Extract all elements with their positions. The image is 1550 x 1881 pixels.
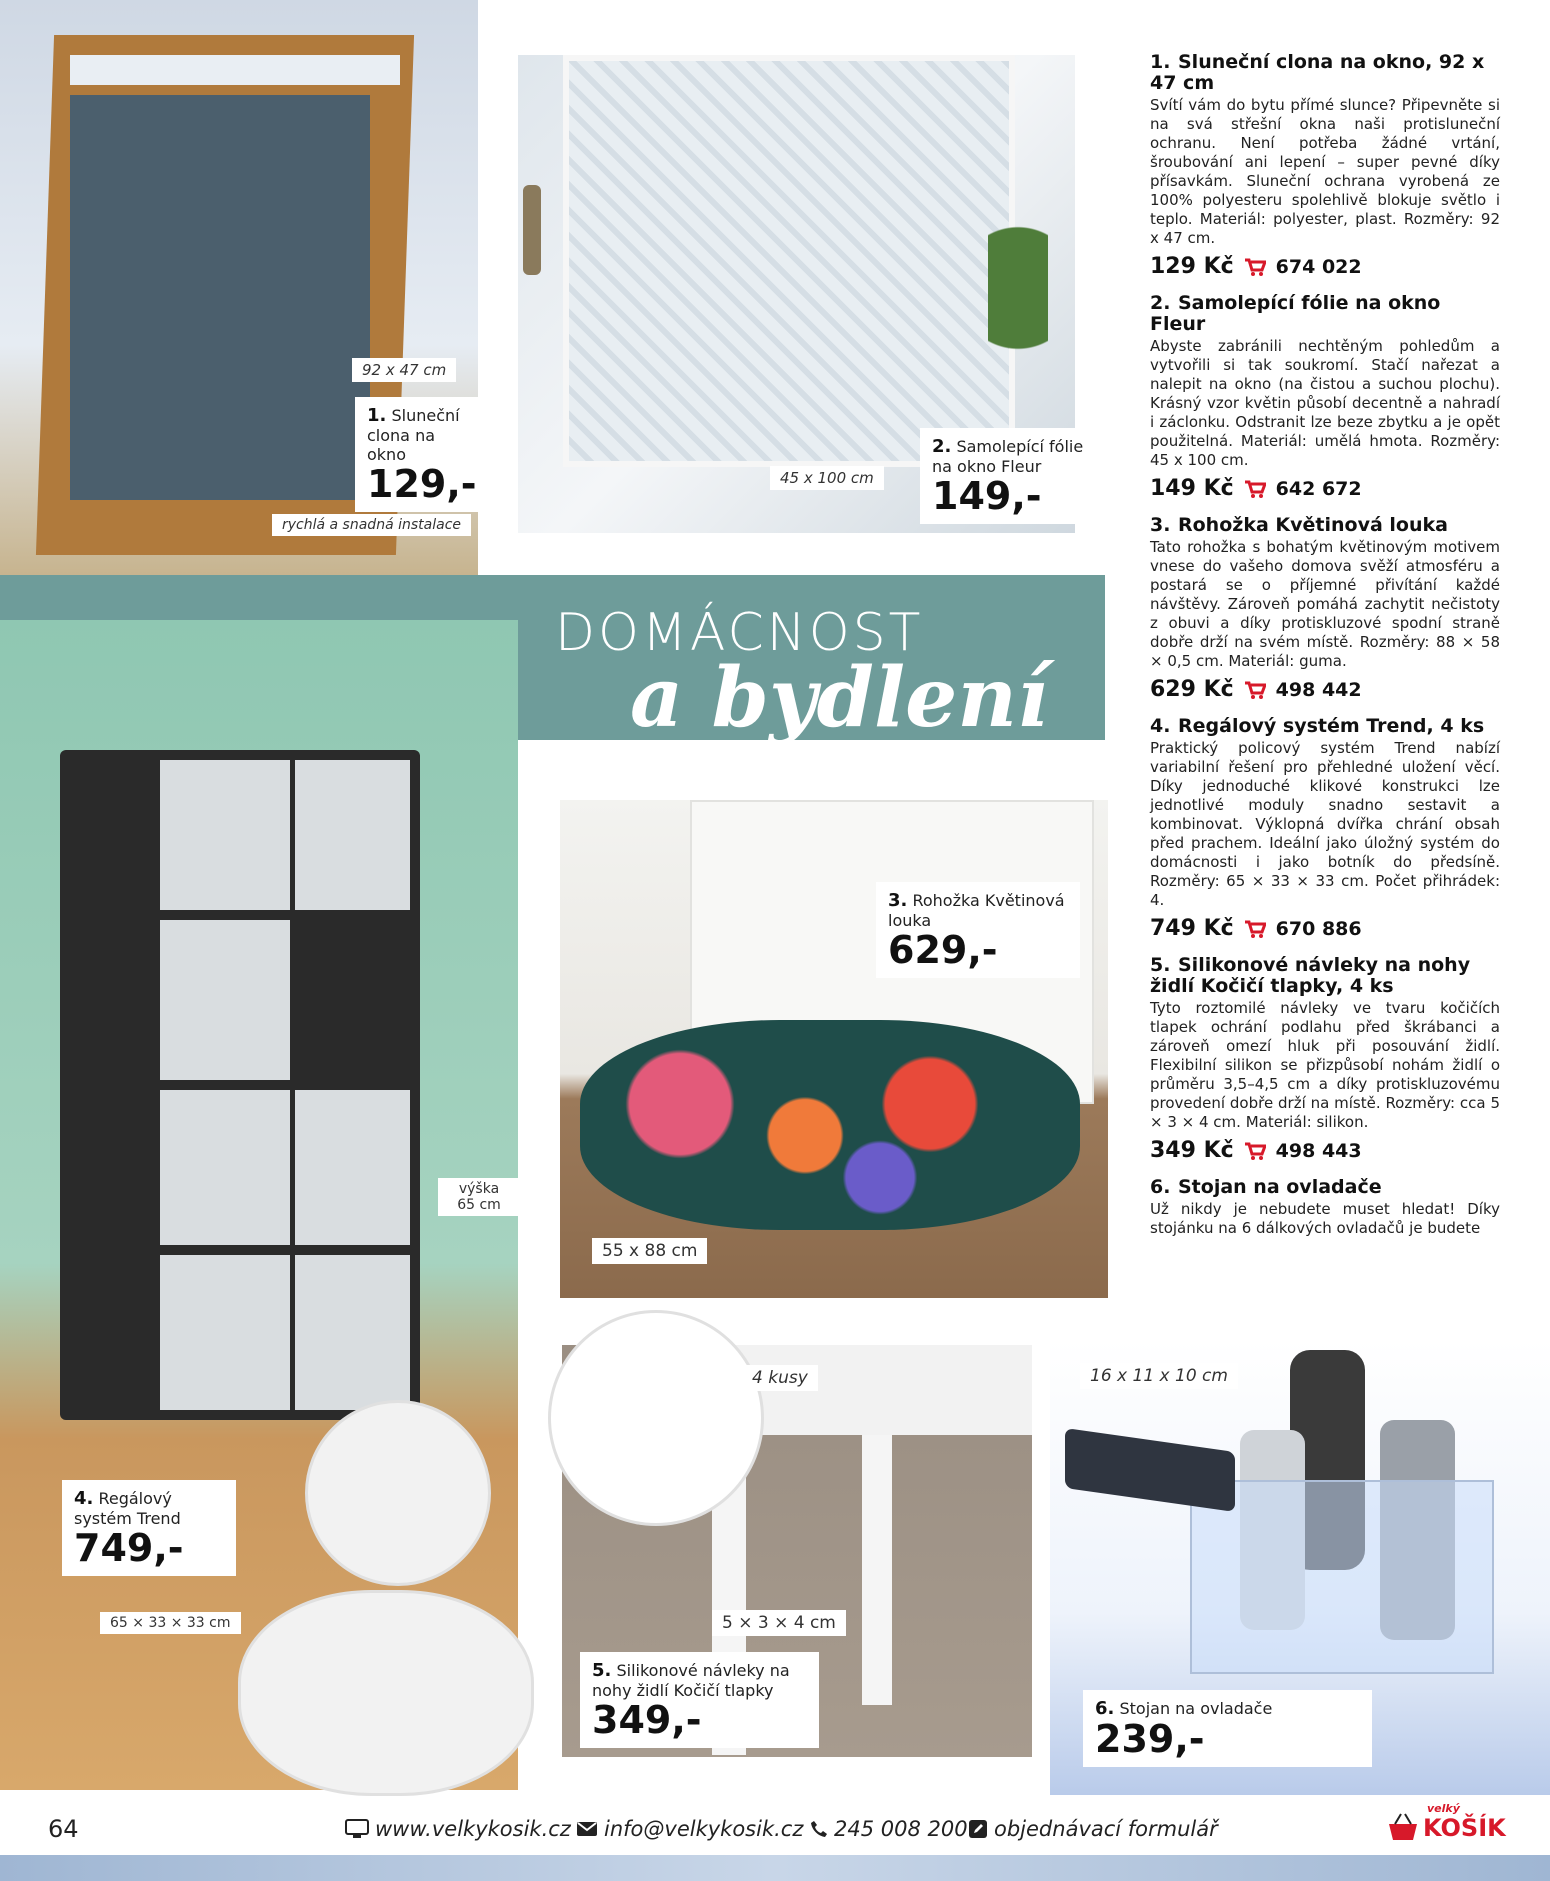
product-item xyxy=(1150,293,1500,501)
install-note: rychlá a snadná instalace xyxy=(272,514,471,536)
footer-strip xyxy=(0,1855,1550,1881)
logo-main-text: KOŠÍK xyxy=(1423,1814,1506,1842)
cart-icon xyxy=(1244,258,1266,276)
size-tag-3: 55 x 88 cm xyxy=(592,1238,707,1264)
product-code: 498 443 xyxy=(1275,1139,1362,1162)
product-code: 674 022 xyxy=(1275,255,1362,278)
product-title xyxy=(1150,1177,1500,1198)
product-description: Abyste zabránili nechtěným pohledům a vytvořili si tak soukromí. Stačí nařezat a nalepit na okno (na čistou a suchou plochu). Krásný vzor květin působí decentně a nahradí i záclonku. Odstranit lze beze zbytku a je opět použitelná. Materiál: umělá hmota. Rozměry: 45 x 100 cm. xyxy=(1150,337,1500,469)
product-title xyxy=(1150,955,1500,997)
price-card-5-num: 5. xyxy=(592,1660,612,1681)
monitor-icon xyxy=(345,1819,369,1839)
product-price-row xyxy=(1150,1138,1500,1163)
product-number: 5. xyxy=(1150,954,1171,976)
price-card-1-name: Sluneční clona na okno xyxy=(367,406,460,464)
product-price-row xyxy=(1150,916,1500,941)
stand-acrylic xyxy=(1190,1480,1494,1674)
footer-phone-text: 245 008 200 xyxy=(834,1817,968,1841)
product-number: 1. xyxy=(1150,51,1171,73)
product-price: 129 Kč xyxy=(1150,254,1234,279)
price-card-1 xyxy=(355,397,484,512)
shelf-inset-wide xyxy=(238,1590,534,1796)
price-card-2-price: 149,- xyxy=(932,474,1042,518)
price-card-6-name: Stojan na ovladače xyxy=(1119,1699,1273,1718)
product-description: Praktický policový systém Trend nabízí variabilní řešení pro přehledné uložení věcí. Díky jednoduché klikové konstrukci lze jednotlivé moduly snadno sestavit a kombinovat. Výklopná dvířka chrání obsah před prachem. Ideální jako úložný systém do domácnosti i jako botník do předsíně. Rozměry: 65 × 33 × 33 cm. Počet přihrádek: 4. xyxy=(1150,739,1500,909)
product-title xyxy=(1150,293,1500,335)
price-card-1-price: 129,- xyxy=(367,462,477,506)
cart-icon xyxy=(1244,920,1266,938)
product-title-text: Silikonové návleky na nohy židlí Kočičí tlapky, 4 ks xyxy=(1150,954,1471,997)
cart-icon xyxy=(1244,1142,1266,1160)
page-number: 64 xyxy=(48,1815,79,1843)
product-title-text: Rohožka Květinová louka xyxy=(1178,514,1448,536)
product-number: 3. xyxy=(1150,514,1171,536)
velky-kosik-logo xyxy=(1385,1800,1505,1850)
product-code: 670 886 xyxy=(1275,917,1362,940)
envelope-icon xyxy=(576,1821,598,1837)
banner-line-1: DOMÁCNOST xyxy=(555,603,924,663)
product-title-text: Regálový systém Trend, 4 ks xyxy=(1178,715,1485,737)
product-description: Tyto roztomilé návleky ve tvaru kočičích tlapek ochrání podlahu před škrábanci a zároveň omezí hluk při posouvání židlí. Flexibilní silikon se přizpůsobí nohám židlí o průměru 3,5–4,5 cm a díky protiskluzovému provedení dobře drží na místě. Rozměry: cca 5 × 3 × 4 cm. Materiál: silikon. xyxy=(1150,999,1500,1131)
price-card-5-price: 349,- xyxy=(592,1698,702,1742)
product-price: 629 Kč xyxy=(1150,677,1234,702)
shelf-door-2 xyxy=(295,760,410,910)
product-item xyxy=(1150,515,1500,702)
price-card-2 xyxy=(920,428,1104,524)
height-tag: výška 65 cm xyxy=(438,1178,520,1216)
price-card-3-name: Rohožka Květinová louka xyxy=(888,891,1065,930)
price-card-5-name: Silikonové návleky na nohy židlí Kočičí tlapky xyxy=(592,1661,790,1700)
product-description: Tato rohožka s bohatým květinovým motivem vnese do vašeho domova svěží atmosféru a postará se o příjemné přivítání každé návštěvy. Zároveň pomáhá zachytit nečistoty z obuvi a díky protiskluzové spodní straně dobře drží na svém místě. Rozměry: 88 × 58 × 0,5 cm. Materiál: guma. xyxy=(1150,538,1500,670)
doormat-flowers xyxy=(580,1020,1080,1230)
basket-icon xyxy=(1385,1810,1421,1846)
price-card-4-num: 4. xyxy=(74,1488,94,1509)
window-handle xyxy=(523,185,541,275)
price-card-3 xyxy=(876,882,1080,978)
chair-leg-2 xyxy=(862,1435,892,1705)
shelf-door-5 xyxy=(295,1090,410,1245)
product-item xyxy=(1150,52,1500,279)
price-card-6-num: 6. xyxy=(1095,1698,1115,1719)
product-price: 749 Kč xyxy=(1150,916,1234,941)
size-tag-6: 16 x 11 x 10 cm xyxy=(1080,1363,1238,1389)
size-tag-5: 5 × 3 × 4 cm xyxy=(712,1610,846,1636)
price-card-4-price: 749,- xyxy=(74,1526,184,1570)
film-pane xyxy=(563,55,1015,467)
footer-form[interactable] xyxy=(968,1817,1218,1841)
product-item xyxy=(1150,1177,1500,1238)
product-number: 4. xyxy=(1150,715,1171,737)
product-description: Svítí vám do bytu přímé slunce? Připevněte si na svá střešní okna naši protisluneční ochranu. Není potřeba žádné vrtání, šroubování ani lepení – super pevné díky přísavkám. Sluneční ochrana vyrobená ze 100% polyesteru spolehlivě blokuje světlo i teplo. Materiál: polyester, plast. Rozměry: 92 x 47 cm. xyxy=(1150,96,1500,247)
banner-line-2: a bydlení xyxy=(630,650,1049,746)
footer-web-text: www.velkykosik.cz xyxy=(375,1817,571,1841)
shelf-door-7 xyxy=(295,1255,410,1410)
window-glass-strip xyxy=(70,55,400,85)
covers-inset xyxy=(548,1310,764,1526)
price-card-6 xyxy=(1083,1690,1372,1767)
size-tag-1: 92 x 47 cm xyxy=(352,358,456,382)
form-edit-icon xyxy=(968,1819,988,1839)
product-item xyxy=(1150,955,1500,1163)
photo-doormat xyxy=(560,800,1108,1298)
product-title-text: Stojan na ovladače xyxy=(1178,1176,1382,1198)
plant xyxy=(988,225,1048,435)
product-code: 642 672 xyxy=(1275,477,1362,500)
price-card-2-name: Samolepící fólie na okno Fleur xyxy=(932,437,1084,476)
footer-form-text: objednávací formulář xyxy=(994,1817,1218,1841)
footer-email[interactable] xyxy=(576,1817,803,1841)
size-tag-2: 45 x 100 cm xyxy=(770,466,884,490)
shelf-door-6 xyxy=(160,1255,290,1410)
shelf-door-3 xyxy=(160,920,290,1080)
logo-small-text: velký xyxy=(1427,1802,1460,1815)
price-card-6-price: 239,- xyxy=(1095,1717,1205,1761)
price-card-5 xyxy=(580,1652,819,1748)
product-title xyxy=(1150,515,1500,536)
product-number: 2. xyxy=(1150,292,1171,314)
price-card-4 xyxy=(62,1480,236,1576)
product-price: 149 Kč xyxy=(1150,476,1234,501)
product-title xyxy=(1150,716,1500,737)
stand-folded xyxy=(1065,1428,1235,1512)
product-price-row xyxy=(1150,476,1500,501)
price-card-4-name: Regálový systém Trend xyxy=(74,1489,181,1528)
window-shade xyxy=(70,95,370,500)
shelf-door-1 xyxy=(160,760,290,910)
footer-email-text: info@velkykosik.cz xyxy=(604,1817,804,1841)
product-code: 498 442 xyxy=(1275,678,1362,701)
price-card-3-price: 629,- xyxy=(888,928,998,972)
cart-icon xyxy=(1244,480,1266,498)
cart-icon xyxy=(1244,681,1266,699)
shelf-inset-tall xyxy=(305,1400,491,1586)
product-price: 349 Kč xyxy=(1150,1138,1234,1163)
product-description: Už nikdy je nebudete muset hledat! Díky stojánku na 6 dálkových ovladačů je budete xyxy=(1150,1200,1500,1237)
footer-web[interactable] xyxy=(345,1817,571,1841)
product-title-text: Sluneční clona na okno, 92 x 47 cm xyxy=(1150,51,1485,94)
phone-icon xyxy=(810,1820,828,1838)
price-card-2-num: 2. xyxy=(932,436,952,457)
count-tag: 4 kusy xyxy=(742,1365,818,1391)
product-price-row xyxy=(1150,254,1500,279)
price-card-1-num: 1. xyxy=(367,405,387,426)
product-title xyxy=(1150,52,1500,94)
product-price-row xyxy=(1150,677,1500,702)
product-item xyxy=(1150,716,1500,941)
footer-phone[interactable] xyxy=(810,1817,968,1841)
size-tag-4: 65 × 33 × 33 cm xyxy=(100,1612,241,1634)
price-card-3-num: 3. xyxy=(888,890,908,911)
shelf-door-4 xyxy=(160,1090,290,1245)
product-title-text: Samolepící fólie na okno Fleur xyxy=(1150,292,1441,335)
product-number: 6. xyxy=(1150,1176,1171,1198)
product-list xyxy=(1150,52,1500,1252)
